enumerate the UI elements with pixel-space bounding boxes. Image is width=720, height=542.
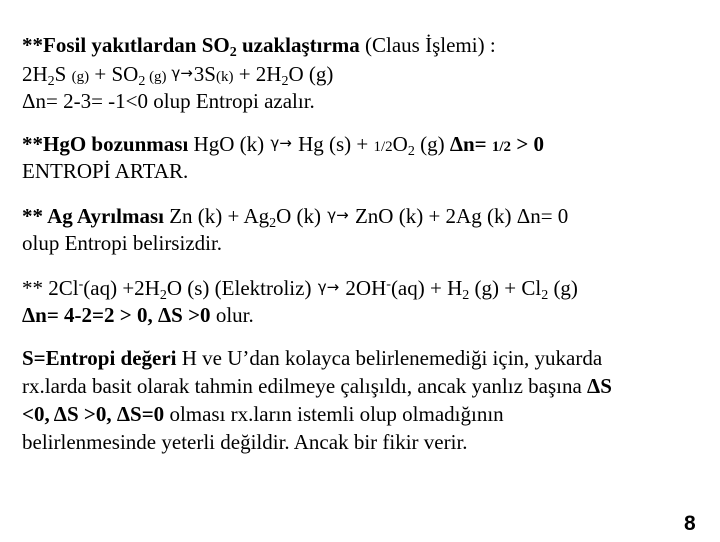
claus-result: Δn= 2-3= -1<0 olup Entropi azalır. xyxy=(22,89,315,113)
page-number: 8 xyxy=(684,512,696,535)
ag-result: olup Entropi belirsizdir. xyxy=(22,231,223,255)
reaction-arrow-icon: γ→ xyxy=(270,134,292,152)
hgo-result: ENTROPİ ARTAR. xyxy=(22,159,189,183)
reaction-arrow-icon: γ→ xyxy=(327,206,349,224)
reaction-arrow-icon: γ→ xyxy=(317,278,340,296)
reaction-arrow-icon: γ→ xyxy=(171,64,193,82)
entropy-note-line-4: belirlenmesinde yeterli değildir. Ancak bir fikir verir. xyxy=(22,430,468,454)
electrolysis-result: Δn= 4-2=2 > 0, ΔS >0 olur. xyxy=(22,303,254,327)
claus-heading-line: **Fosil yakıtlardan $SO_2$ uzaklaştırma (Claus İşlemi) : xyxy=(22,33,496,60)
ag-equation: ** Ag Ayrılması Zn $(k) + Ag_2O$ (k) γ→ ZnO (k) + 2Ag (k) Δn= 0 xyxy=(22,204,569,231)
claus-equation: $2H_2S$ $(g) + SO_2$ (g) $\gamma\to 3S(k) + 2H_2O$ (g) xyxy=(22,62,334,89)
hgo-equation: **HgO bozunması HgO (k) γ→ Hg $(s) + 1/2O_2$ (g) Δn= 1/2 > 0 xyxy=(22,132,545,159)
electrolysis-equation: ** $2Cl^-(aq) +2H_2O$ (s) (Elektroliz) $\gamma\to 2OH^-(aq) + H_2$ $(g) + Cl_2$ (g) xyxy=(22,276,578,303)
entropy-note-line-2: rx.larda basit olarak tahmin edilmeye çalışıldı, ancak yanlız başına ΔS xyxy=(22,374,612,398)
entropy-note-line-3: <0, ΔS >0, ΔS=0 olması rx.ların istemli olup olmadığının xyxy=(22,402,504,426)
entropy-note-line-1: S=Entropi değeri H ve U’dan kolayca belirlenemediği için, yukarda xyxy=(22,346,603,370)
